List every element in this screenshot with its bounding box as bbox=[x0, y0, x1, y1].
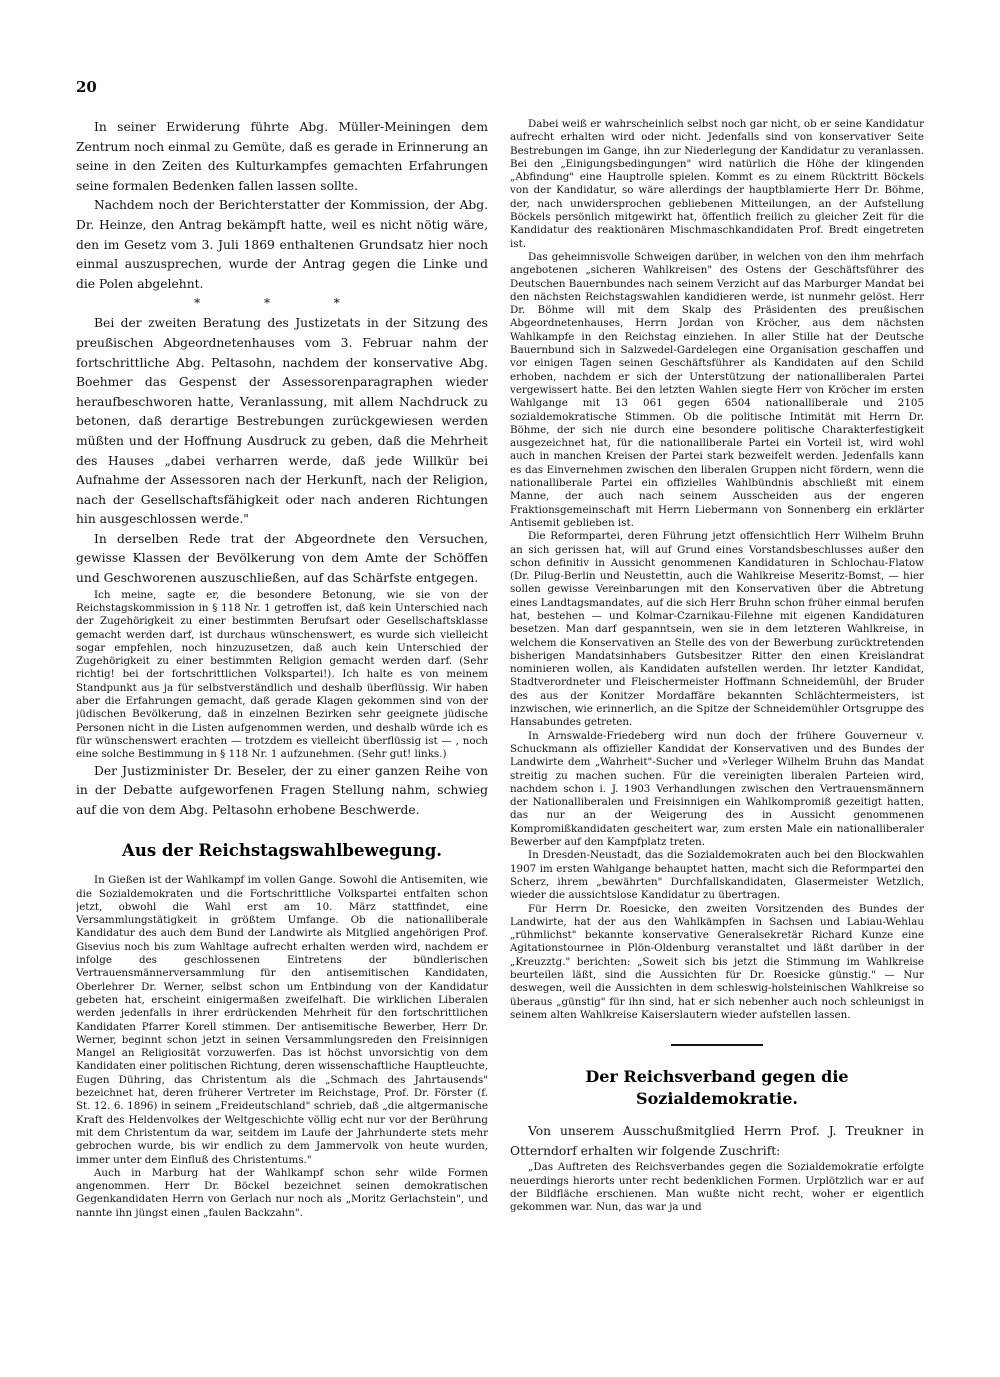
article-paragraph: „Das Auftreten des Reichsverbandes gegen die Sozialdemokratie erfolgte neuerdings hierorts unter recht bedenklichen Formen. Urplötzlich war er auf der Bildfläche erschienen. Man wußte nicht recht, woher er eigentlich gekommen war. Nun, das war ja und bbox=[510, 1161, 924, 1214]
article-paragraph: Nachdem noch der Berichterstatter der Kommission, der Abg. Dr. Heinze, den Antrag bekämpft hatte, weil es nicht nötig wäre, den im Gesetz vom 3. Juli 1869 enthaltenen Grundsatz hier noch einmal auszusprechen, wurde der Antrag gegen die Linke und die Polen abgelehnt. bbox=[76, 198, 488, 291]
page-number: 20 bbox=[76, 78, 97, 96]
article-paragraph: Von unserem Ausschußmitglied Herrn Prof. J. Treukner in Otterndorf erhalten wir folgende Zuschrift: bbox=[510, 1124, 924, 1158]
quote-paragraph: Ich meine, sagte er, die besondere Betonung, wie sie von der Reichstagskommission in § 118 Nr. 1 getroffen ist, daß kein Unterschied nach der Zugehörigkeit zu einer bestimmten Berufsart oder Gesellschaftsklasse gemacht werden darf, ist durchaus wünschenswert, es wurde sich vielleicht sogar empfehlen, noch hinzuzusetzen, daß auch kein Unterschied der Zugehörigkeit zu einer bestimmten Religion gemacht werden darf. (Sehr richtig! bei der fortschrittlichen Volkspartei!). Ich halte es von meinem Standpunkt aus ja für selbstverständlich und deshalb überflüssig. Wir haben aber die Erfahrungen gemacht, daß gerade Klagen gekommen sind von der jüdischen Bevölkerung, daß in einzelnen Bezirken sehr geeignete jüdische Personen nicht in die Listen aufgenommen werden, und deshalb würde ich es für wünschenswert erachten — trotzdem es vielleicht überflüssig ist — , noch eine solche Bestimmung in § 118 Nr. 1 aufzunehmen. (Sehr gut! links.) bbox=[76, 588, 488, 761]
article-paragraph: Dabei weiß er wahrscheinlich selbst noch gar nicht, ob er seine Kandidatur aufrecht erhalten wird oder nicht. Jedenfalls sind von konservativer Seite Bestrebungen im Gange, ihn zur Niederlegung der Kandidatur zu veranlassen. Bei den „Einigungsbedingungen" wird natürlich die Höhe der klingenden „Abfindung" eine Hauptrolle spielen. Kommt es zu einem Rücktritt Böckels von der Kandidatur, so wäre allerdings der hauptblamierte Herr Dr. Böhme, der, nach unwidersprochen gebliebenen Mitteilungen, an der Aufstellung Böckels persönlich mitgewirkt hat, öffentlich freilich zu gleicher Zeit für die Kandidatur des reaktionären Mischmaschkandidaten Prof. Bredt eingetreten ist. bbox=[510, 118, 924, 250]
article-paragraph: Bei der zweiten Beratung des Justizetats in der Sitzung des preußischen Abgeordnetenhauses vom 3. Februar nahm der fortschrittliche Abg. Peltasohn, nachdem der konservative Abg. Boehmer das Gespenst der Assessorenparagraphen wieder heraufbeschworen hatte, Veranlassung, mit allem Nachdruck zu betonen, daß derartige Bestrebungen zurückgewiesen werden müßten und der Hoffnung Ausdruck zu geben, daß die Mehrheit des Hauses „dabei verharren werde, daß jede Willkür bei Aufnahme der Assessoren nach der Herkunft, nach der Religion, nach der Gesellschaftsfähigkeit oder nach anderen Richtungen hin ausgeschlossen werde." bbox=[76, 316, 488, 527]
left-column bbox=[76, 118, 488, 1368]
article-paragraph: Die Reformpartei, deren Führung jetzt offensichtlich Herr Wilhelm Bruhn an sich gerissen hat, will auf Grund eines Vorstandsbeschlusses außer den schon definitiv in Aussicht genommenen Kandidaturen in Schlochau-Flatow (Dr. Pilug-Berlin und Neustettin, auch die Wahlkreise Meseritz-Bomst, — hier sollen gewisse Vereinbarungen mit den Konservativen über die Abtretung eines Landtagsmandates, auf die sich Herr Bruhn schon früher einmal berufen hat, bestehen — und Kolmar-Czarnikau-Filehne mit eigenen Kandidaturen besetzen. Man darf gespanntsein, wen sie in dem letzteren Wahlkreise, in welchem die Konservativen an Stelle des von der Bewerbung zurücktretenden bisherigen Mandatsinhabers Gutsbesitzer Ritter den einen Kreislandrat nominieren wollen, als Kandidaten aufstellen werden. Ihr letzter Kandidat, Stadtverordneter und Fleischermeister Hoffmann Schneidemühl, der Bruder des aus der Konitzer Mordaffäre bekannten Schlächtermeisters, ist inzwischen, wie erinnerlich, an die Spitze der Schneidemühler Ortsgruppe des Hansabundes getreten. bbox=[510, 530, 924, 729]
section-heading: Aus der Reichstagswahlbewegung. bbox=[122, 841, 442, 861]
section-heading: Der Reichsverband gegen die Sozialdemokratie. bbox=[585, 1067, 849, 1109]
article-paragraph: In derselben Rede trat der Abgeordnete den Versuchen, gewisse Klassen der Bevölkerung von dem Amte der Schöffen und Geschworenen auszuschließen, auf das Schärfste entgegen. bbox=[76, 531, 488, 586]
article-paragraph: In Gießen ist der Wahlkampf im vollen Gange. Sowohl die Antisemiten, wie die Sozialdemokraten und die Fortschrittliche Volkspartei entfalten schon jetzt, obwohl die Wahl erst am 10. März stattfindet, eine Versammlungstätigkeit in größtem Umfange. Ob die nationalliberale Kandidatur des auch dem Bund der Landwirte als Mitglied angehörigen Prof. Gisevius noch bis zum Wahltage aufrecht erhalten werden wird, nachdem er infolge des geschlossenen Eintretens der bündlerischen Vertrauensmännerversammlung für den antisemitischen Kandidaten, Oberlehrer Dr. Werner, selbst schon um Entbindung von der Kandidatur gebeten hat, erscheint einigermaßen zweifelhaft. Die wirklichen Liberalen werden jedenfalls in ihrer erdrückenden Mehrheit für den fortschrittlichen Kandidaten Pfarrer Korell stimmen. Der antisemitische Bewerber, Herr Dr. Werner, beginnt schon jetzt in seinen Versammlungsreden den Freisinnigen Mangel an Religiosität vorzuwerfen. Das ist höchst unvorsichtig von dem Kandidaten einer politischen Richtung, deren wissenschaftliche Hauptleuchte, Eugen Dühring, das Christentum als die „Schmach des Jahrtausends" bezeichnet hat, deren früherer Vertreter im Reichstage, Prof. Dr. Förster (f. St. 12. 6. 1896) in seinem „Freideutschland" schrieb, daß „die altgermanische Kraft des Heldenvolkes der Weltgeschichte völlig echt nur vor der Berührung mit dem Christentum da war, seitdem im Laufe der Jahrhunderte stets mehr gebrochen wurde, bis wir endlich zu dem Jammervolk von heute wurden, immer unter dem Einfluß des Christentums." bbox=[76, 874, 488, 1166]
article-paragraph: In Arnswalde-Friedeberg wird nun doch der frühere Gouverneur v. Schuckmann als offizieller Kandidat der Konservativen und des Bundes der Landwirte dem „Wahrheit"-Sucher und »Verleger Wilhelm Bruhn das Mandat streitig zu machen suchen. Für die vereinigten liberalen Parteien wird, nachdem schon i. J. 1903 Verhandlungen zwischen den Vertrauensmännern der Nationalliberalen und Freisinnigen ein Wahlkompromiß gezeitigt hatten, das nur an der Weigerung des in Aussicht genommenen Kompromißkandidaten gescheitert war, zum ersten Male ein nationalliberaler Bewerber auf den Kampfplatz treten. bbox=[510, 729, 924, 849]
section-divider bbox=[671, 1044, 763, 1046]
article-paragraph: In Dresden-Neustadt, das die Sozialdemokraten auch bei den Blockwahlen 1907 im ersten Wahlgange behauptet hatten, macht sich die Reformpartei den Scherz, ihrem „bewährten" Durchfallskandidaten, Glasermeister Wetzlich, wieder die aussichtslose Kandidatur zu übertragen. bbox=[510, 849, 924, 902]
article-paragraph: Das geheimnisvolle Schweigen darüber, in welchen von den ihm mehrfach angebotenen „sicheren Wahlkreisen" des Ostens der Geschäftsführer des Deutschen Bauernbundes nach seinem Verzicht auf das Marburger Mandat bei den nächsten Reichstagswahlen kandidieren werde, ist nunmehr gelöst. Herr Dr. Böhme will mit dem Skalp des Präsidenten des preußischen Abgeordnetenhauses, Herrn Jordan von Kröcher, aus dem nächsten Wahlkampfe in den Reichstag einziehen. In aller Stille hat der Deutsche Bauernbund sich in Salzwedel-Gardelegen eine Organisation geschaffen und vor einigen Tagen seinen Geschäftsführer als Kandidaten auf den Schild erhoben, nachdem er sich der Unterstützung der nationalliberalen Partei vergewissert hatte. Bei den letzten Wahlen siegte Herr von Kröcher im ersten Wahlgange mit 13 061 gegen 6504 nationalliberale und 2105 sozialdemokratische Stimmen. Ob die politische Intimität mit Herrn Dr. Böhme, der sich nie durch eine besondere politische Charakterfestigkeit ausgezeichnet hat, für die nationalliberale Partei ein Vorteil ist, wird wohl auch in manchen Kreisen der Partei stark bezweifelt werden. Jedenfalls kann es das Einvernehmen zwischen den liberalen Gruppen nicht fördern, wenn die nationalliberale Partei ein offizielles Wahlbündnis abschließt mit einem Manne, der auch nach seinem Ausscheiden aus der engeren Fraktionsgemeinschaft mit Herrn Liebermann von Sonnenberg ein erklärter Antisemit geblieben ist. bbox=[510, 250, 924, 529]
section-separator: * * * bbox=[194, 296, 370, 311]
article-paragraph: Für Herrn Dr. Roesicke, den zweiten Vorsitzenden des Bundes der Landwirte, hat der aus den Wahlkämpfen in Sachsen und Labiau-Wehlau „rühmlichst" bekannte konservative Generalsekretär Richard Kunze eine Agitationstournee in Plön-Oldenburg veranstaltet und läßt darüber in der „Kreuzztg." berichten: „Soweit sich bis jetzt die Stimmung im Wahlkreise beurteilen läßt, sind die Aussichten für Dr. Roesicke günstig." — Nur deswegen, weil die Aussichten in dem schleswig-holsteinischen Wahlkreise so überaus „günstig" für ihn sind, hat er sich nebenher auch noch schleunigst in seinem alten Wahlkreise Kaiserslautern wieder aufstellen lassen. bbox=[510, 902, 924, 1021]
article-paragraph: In seiner Erwiderung führte Abg. Müller-Meiningen dem Zentrum noch einmal zu Gemüte, daß es gerade in Erinnerung an seine in den Zeiten des Kulturkampfes gemachten Erfahrungen seine formalen Bedenken fallen lassen sollte. bbox=[76, 120, 488, 193]
article-paragraph: Auch in Marburg hat der Wahlkampf schon sehr wilde Formen angenommen. Herr Dr. Böckel bezeichnet seinen demokratischen Gegenkandidaten Herrn von Gerlach nur noch als „Moritz Gerlachstein", und nannte ihn jüngst einen „faulen Backzahn". bbox=[76, 1166, 488, 1219]
article-paragraph: Der Justizminister Dr. Beseler, der zu einer ganzen Reihe von in der Debatte aufgeworfenen Fragen Stellung nahm, schwieg auf die von dem Abg. Peltasohn erhobene Beschwerde. bbox=[76, 763, 488, 817]
right-column bbox=[510, 118, 924, 1368]
